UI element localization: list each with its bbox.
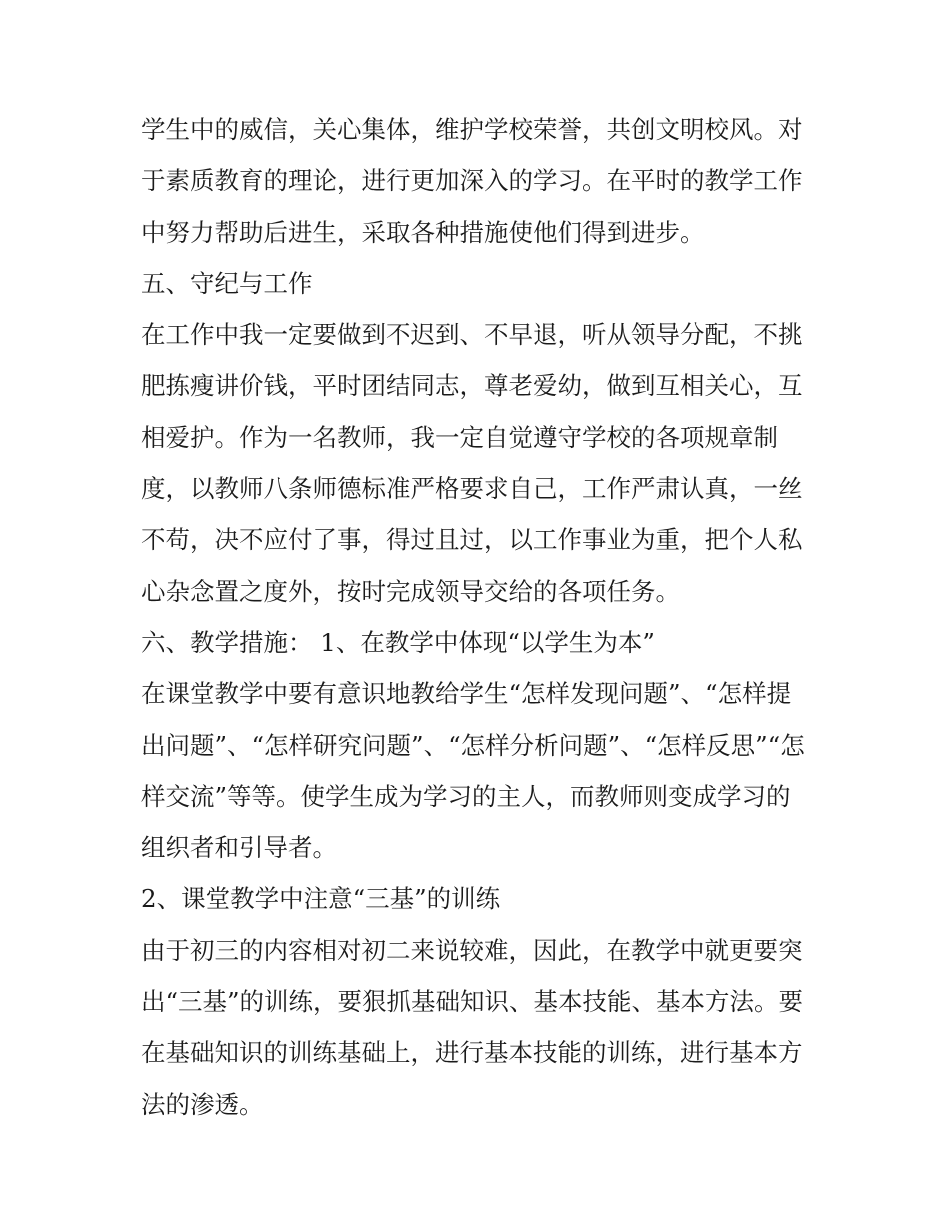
body-line: 在基础知识的训练基础上，进行基本技能的训练，进行基本方 xyxy=(141,1038,803,1068)
body-line: 学生中的威信，关心集体，维护学校荣誉，共创文明校风。对 xyxy=(141,115,803,144)
body-line: 在课堂教学中要有意识地教给学生“怎样发现问题”、“怎样提 xyxy=(141,679,792,709)
body-line: 于素质教育的理论，进行更加深入的学习。在平时的教学工作 xyxy=(141,166,803,196)
body-line: 心杂念置之度外，按时完成领导交给的各项任务。 xyxy=(141,576,680,606)
body-line: 中努力帮助后进生，采取各种措施使他们得到进步。 xyxy=(141,217,705,247)
section-heading-5: 五、守纪与工作 xyxy=(141,268,313,298)
subsection-heading-2: 2、课堂教学中注意“三基”的训练 xyxy=(141,884,501,914)
document-body xyxy=(141,104,821,1130)
body-line: 肥拣瘦讲价钱，平时团结同志，尊老爱幼，做到互相关心，互 xyxy=(141,371,803,401)
body-line: 度，以教师八条师德标准严格要求自己，工作严肃认真，一丝 xyxy=(141,474,803,504)
body-line: 在工作中我一定要做到不迟到、不早退，听从领导分配，不挑 xyxy=(141,320,803,350)
body-line: 出问题”、“怎样研究问题”、“怎样分析问题”、“怎样反思”“怎 xyxy=(141,730,805,760)
body-line: 法的渗透。 xyxy=(141,1089,264,1119)
body-line: 组织者和引导者。 xyxy=(141,833,337,863)
body-line: 相爱护。作为一名教师，我一定自觉遵守学校的各项规章制 xyxy=(141,422,778,452)
body-line: 不苟，决不应付了事，得过且过，以工作事业为重，把个人私 xyxy=(141,525,803,555)
body-line: 样交流”等等。使学生成为学习的主人，而教师则变成学习的 xyxy=(141,781,791,811)
section-heading-6: 六、教学措施： 1、在教学中体现“以学生为本” xyxy=(141,627,655,657)
body-line: 出“三基”的训练，要狠抓基础知识、基本技能、基本方法。要 xyxy=(141,987,804,1017)
body-line: 由于初三的内容相对初二来说较难，因此，在教学中就更要突 xyxy=(141,935,803,965)
